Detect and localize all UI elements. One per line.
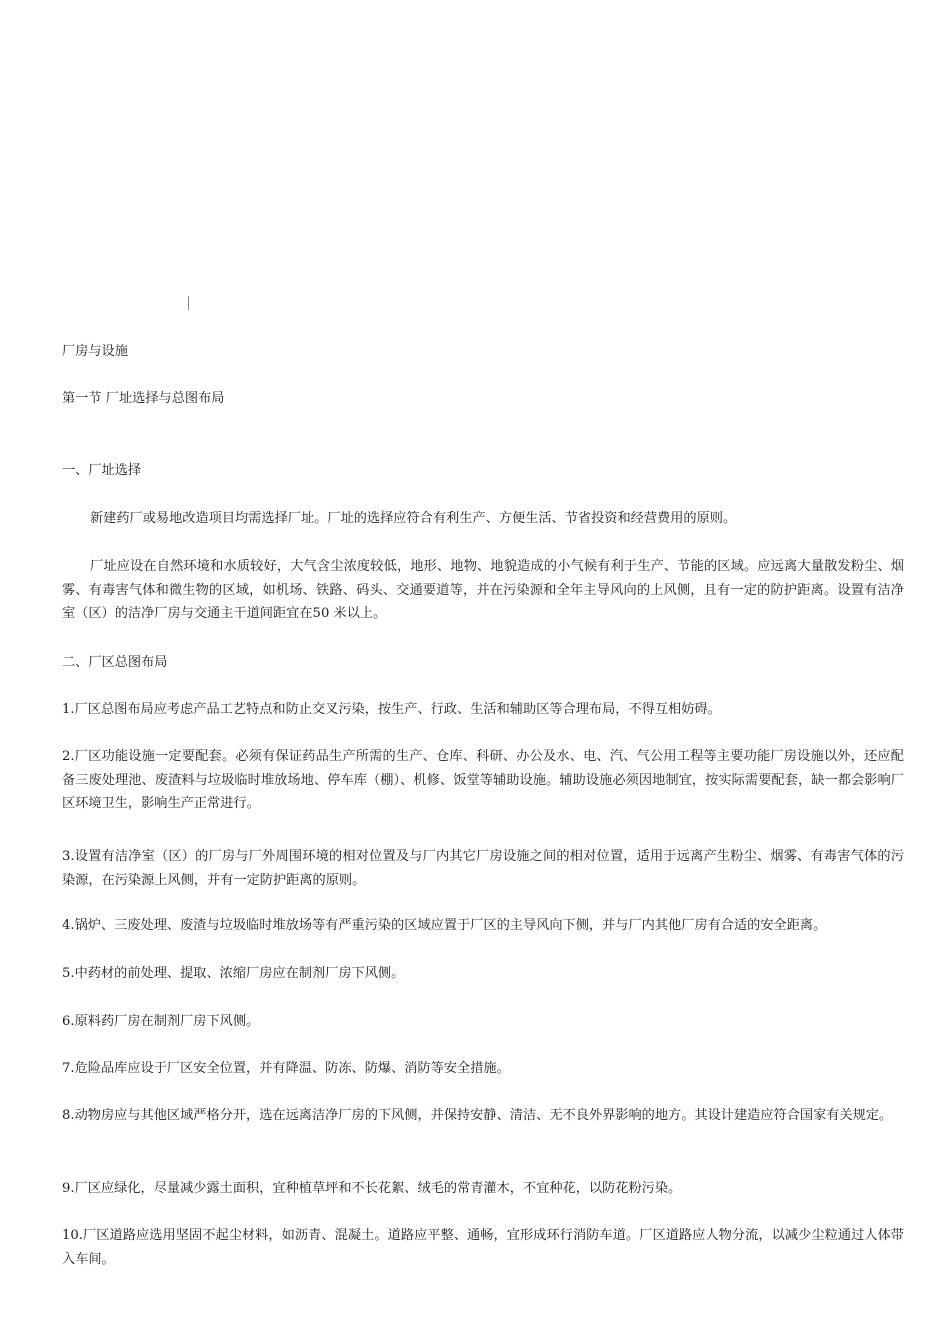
chapter-title: 厂房与设施 (62, 344, 128, 359)
list-item: 4.锅炉、三废处理、废渣与垃圾临时堆放场等有严重污染的区域应置于厂区的主导风向下侧，并与厂内其他厂房有合适的安全距离。 (62, 918, 827, 933)
list-item: 8.动物房应与其他区域严格分开，选在远离洁净厂房的下风侧，并保持安静、清洁、无不良外界影响的地方。其设计建造应符合国家有关规定。 (62, 1108, 893, 1123)
paragraph: 厂址应设在自然环境和水质较好，大气含尘浓度较低，地形、地物、地貌造成的小气候有利于生产、节能的区域。应远离大量散发粉尘、烟雾、有毒害气体和微生物的区域，如机场、铁路、码头、交通要道等，并在污染源和全年主导风向的上风侧，且有一定的防护距离。设置有洁净室（区）的洁净厂房与交通主干道间距宜在50 米以上。 (62, 559, 904, 621)
list-item: 2.厂区功能设施一定要配套。必须有保证药品生产所需的生产、仓库、科研、办公及水、电、汽、气公用工程等主要功能厂房设施以外，还应配备三废处理池、废渣料与垃圾临时堆放场地、停车库（棚）、机修、饭堂等辅助设施。辅助设施必须因地制宜，按实际需要配套，缺一都会影响厂区环境卫生，影响生产正常进行。 (62, 749, 904, 811)
part1-heading: 一、厂址选择 (62, 463, 142, 478)
paragraph: 新建药厂或易地改造项目均需选择厂址。厂址的选择应符合有利生产、方便生活、节省投资和经营费用的原则。 (90, 511, 737, 526)
list-item: 9.厂区应绿化，尽量减少露土面积，宜种植草坪和不长花絮、绒毛的常青灌木，不宜种花，以防花粉污染。 (62, 1181, 682, 1196)
list-item: 7.危险品库应设于厂区安全位置，并有降温、防冻、防爆、消防等安全措施。 (62, 1061, 510, 1076)
list-item: 5.中药材的前处理、提取、浓缩厂房应在制剂厂房下风侧。 (62, 966, 405, 981)
part2-heading: 二、厂区总图布局 (62, 655, 168, 670)
text-cursor-mark (188, 296, 189, 310)
list-item: 6.原料药厂房在制剂厂房下风侧。 (62, 1014, 260, 1029)
section-title: 第一节 厂址选择与总图布局 (62, 391, 225, 406)
list-item: 1.厂区总图布局应考虑产品工艺特点和防止交叉污染，按生产、行政、生活和辅助区等合理布局，不得互相妨碍。 (62, 702, 721, 717)
list-item: 3.设置有洁净室（区）的厂房与厂外周围环境的相对位置及与厂内其它厂房设施之间的相对位置，适用于远离产生粉尘、烟雾、有毒害气体的污染源，在污染源上风侧，并有一定防护距离的原则。 (62, 849, 904, 888)
list-item: 10.厂区道路应选用坚固不起尘材料，如沥青、混凝土。道路应平整、通畅，宜形成环行消防车道。厂区道路应人物分流，以减少尘粒通过人体带入车间。 (62, 1228, 904, 1267)
